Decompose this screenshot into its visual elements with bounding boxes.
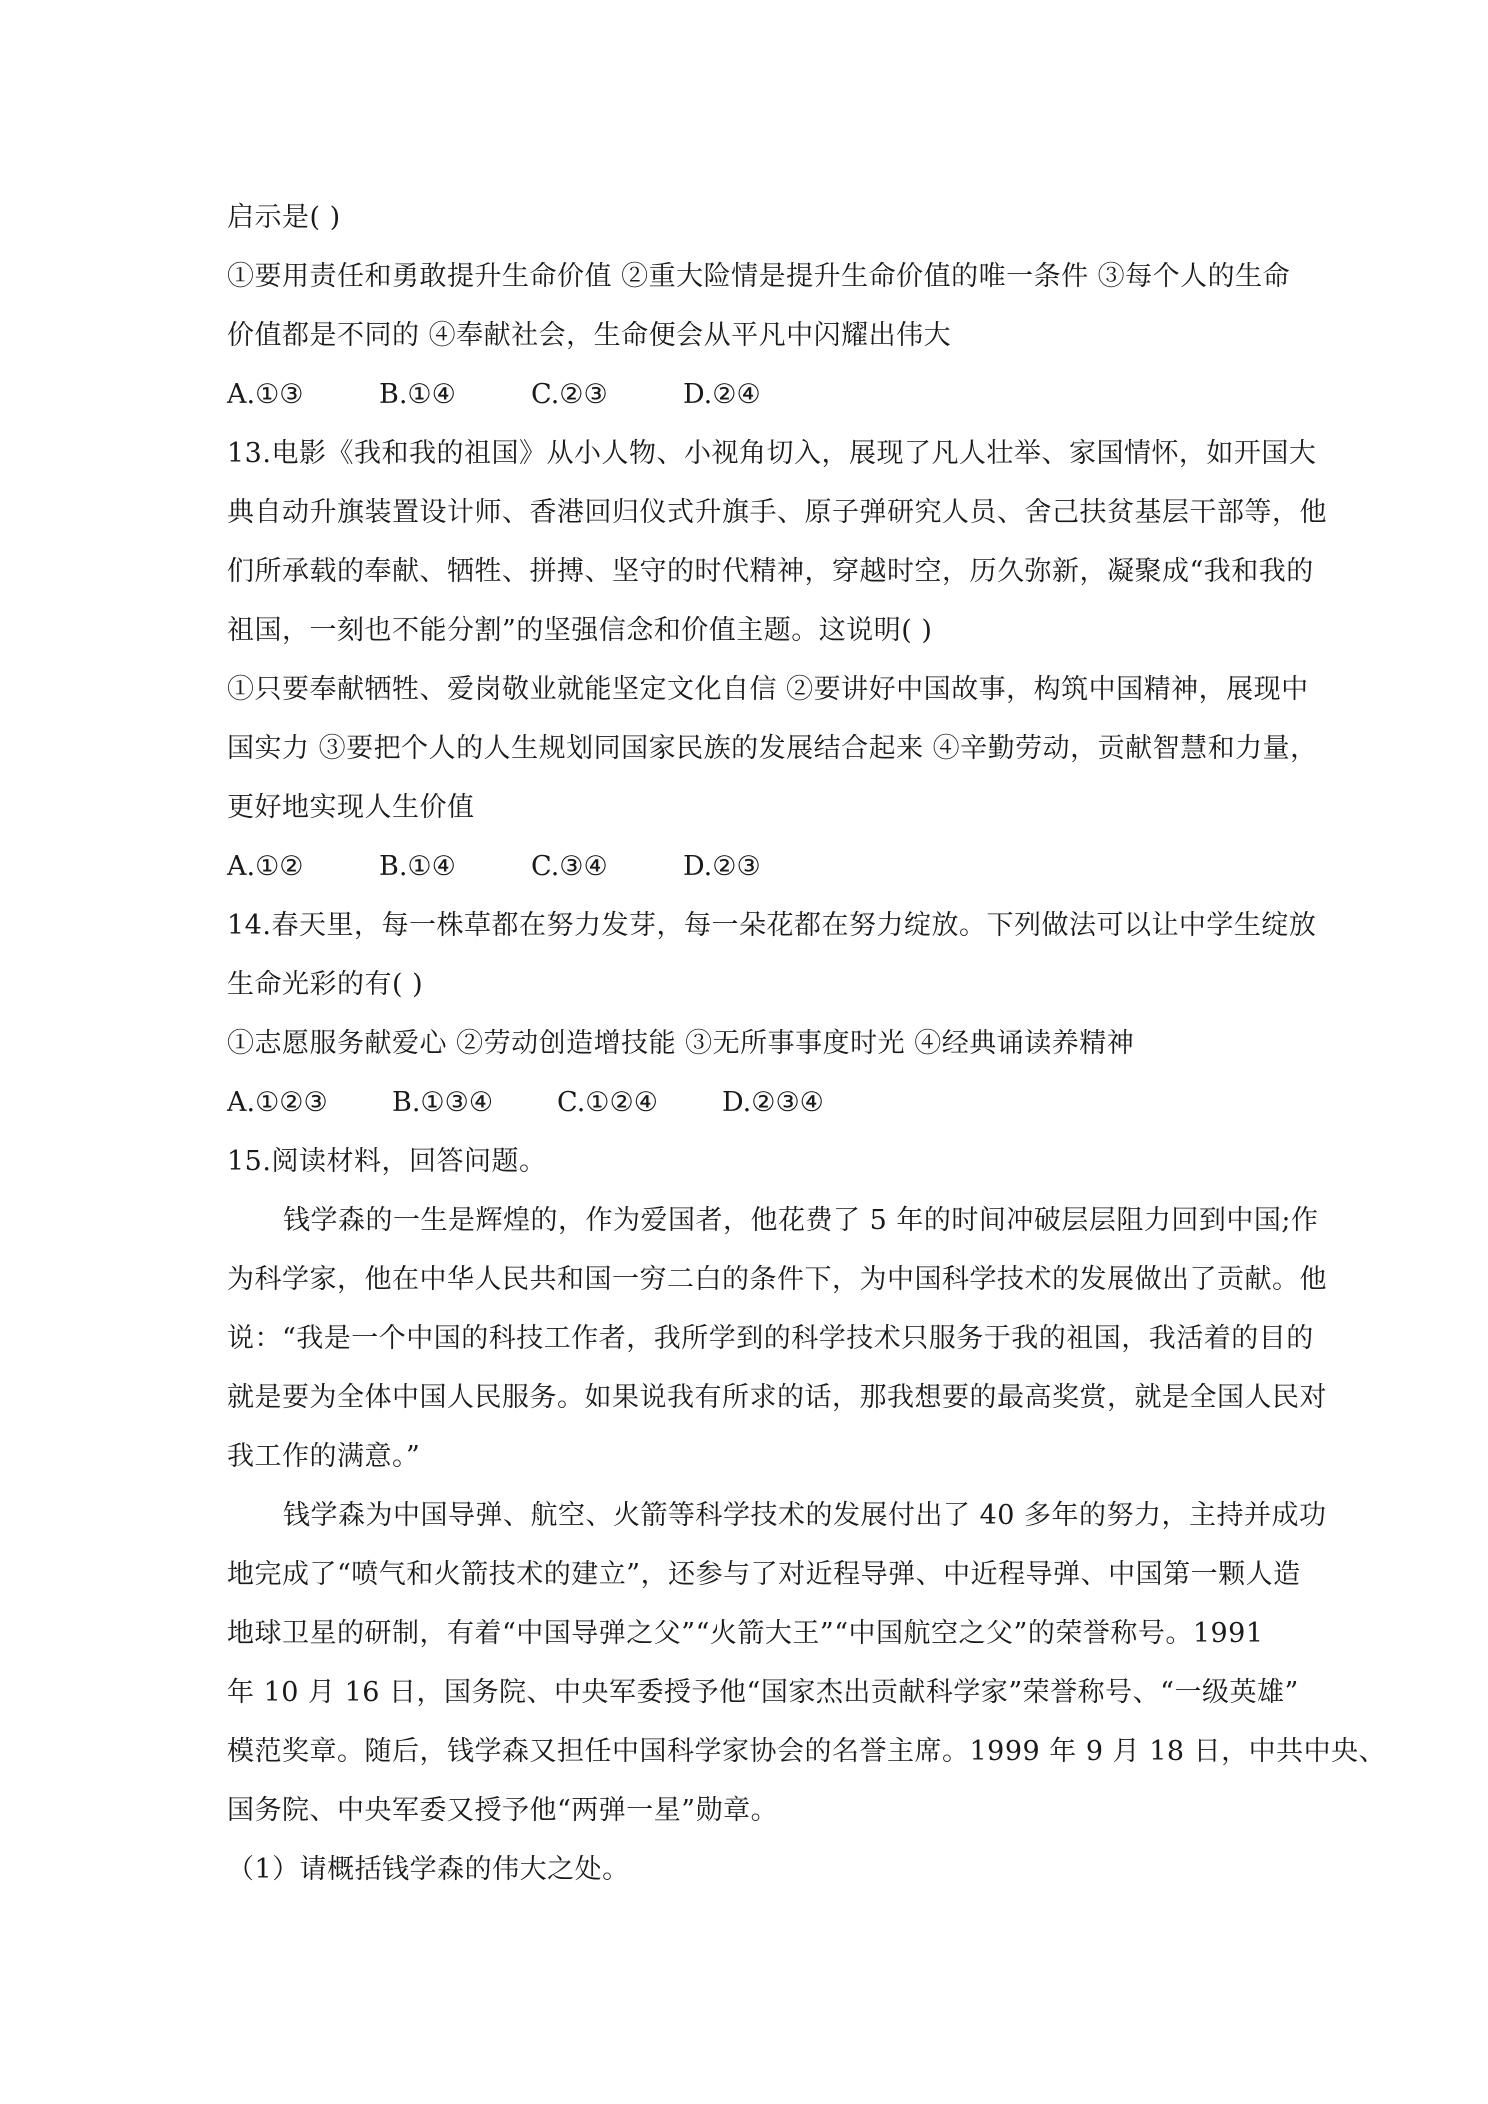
q13-stem-line: 13.电影《我和我的祖国》从小人物、小视角切入，展现了凡人壮举、家国情怀，如开国大: [227, 438, 1317, 469]
option-b: B.①④: [379, 851, 456, 882]
q12-stem-tail: 启示是( ): [227, 202, 341, 233]
q13-stem-line: 们所承载的奉献、牺牲、拼搏、坚守的时代精神，穿越时空，历久弥新，凝聚成“我和我的: [227, 556, 1314, 587]
q15-paragraph-line: 就是要为全体中国人民服务。如果说我有所求的话，那我想要的最高奖赏，就是全国人民对: [227, 1382, 1327, 1413]
option-b: B.①④: [379, 379, 456, 410]
q13-options: [227, 837, 1277, 896]
q13-choices-line: 更好地实现人生价值: [227, 792, 475, 823]
option-d: D.②③: [683, 851, 761, 882]
option-d: D.②③④: [722, 1087, 824, 1118]
exam-page: [227, 188, 1387, 1899]
q14-choices-line: ①志愿服务献爱心 ②劳动创造增技能 ③无所事事度时光 ④经典诵读养精神: [227, 1028, 1135, 1059]
option-b: B.①③④: [392, 1087, 494, 1118]
option-d: D.②④: [683, 379, 761, 410]
q15-paragraph-line: 我工作的满意。”: [227, 1441, 421, 1472]
option-a: A.①③: [227, 379, 304, 410]
q15-paragraph-line: 模范奖章。随后，钱学森又担任中国科学家协会的名誉主席。1999 年 9 月 18 日，中共中央、: [227, 1736, 1387, 1767]
q13-choices-line: ①只要奉献牺牲、爱岗敬业就能坚定文化自信 ②要讲好中国故事，构筑中国精神，展现中: [227, 674, 1309, 705]
q15-paragraph-line: 说：“我是一个中国的科技工作者，我所学到的科学技术只服务于我的祖国，我活着的目的: [227, 1323, 1314, 1354]
q12-choices-line: ①要用责任和勇敢提升生命价值 ②重大险情是提升生命价值的唯一条件 ③每个人的生命: [227, 261, 1291, 292]
option-c: C.③④: [531, 851, 608, 882]
option-a: A.①②: [227, 851, 304, 882]
q15-paragraph-line: 年 10 月 16 日，国务院、中央军委授予他“国家杰出贡献科学家”荣誉称号、“一级英雄”: [227, 1677, 1299, 1708]
q14-stem-line: 14.春天里，每一株草都在努力发芽，每一朵花都在努力绽放。下列做法可以让中学生绽放: [227, 910, 1317, 941]
q15-paragraph-line: 地完成了“喷气和火箭技术的建立”，还参与了对近程导弹、中近程导弹、中国第一颗人造: [227, 1559, 1301, 1590]
q15-title: 15.阅读材料，回答问题。: [227, 1146, 547, 1177]
q15-paragraph-line: 钱学森的一生是辉煌的，作为爱国者，他花费了 5 年的时间冲破层层阻力回到中国;作: [283, 1205, 1319, 1236]
q15-paragraph-line: 钱学森为中国导弹、航空、火箭等科学技术的发展付出了 40 多年的努力，主持并成功: [283, 1500, 1327, 1531]
q14-stem-line: 生命光彩的有( ): [227, 969, 424, 1000]
q15-subquestion-1: （1）请概括钱学森的伟大之处。: [227, 1854, 630, 1885]
q15-paragraph-line: 国务院、中央军委又授予他“两弹一星”勋章。: [227, 1795, 779, 1826]
q15-paragraph-line: 地球卫星的研制，有着“中国导弹之父”“火箭大王”“中国航空之父”的荣誉称号。1991: [227, 1618, 1264, 1649]
q13-stem-line: 祖国，一刻也不能分割”的坚强信念和价值主题。这说明( ): [227, 615, 933, 646]
q13-choices-line: 国实力 ③要把个人的人生规划同国家民族的发展结合起来 ④辛勤劳动，贡献智慧和力量，: [227, 733, 1318, 764]
q13-stem-line: 典自动升旗装置设计师、香港回归仪式升旗手、原子弹研究人员、舍己扶贫基层干部等，他: [227, 497, 1327, 528]
option-a: A.①②③: [227, 1087, 328, 1118]
option-c: C.①②④: [557, 1087, 658, 1118]
option-c: C.②③: [531, 379, 608, 410]
q15-paragraph-line: 为科学家，他在中华人民共和国一穷二白的条件下，为中国科学技术的发展做出了贡献。他: [227, 1264, 1327, 1295]
q12-options: [227, 365, 1277, 424]
q12-choices-line: 价值都是不同的 ④奉献社会，生命便会从平凡中闪耀出伟大: [227, 320, 952, 351]
q14-options: [227, 1073, 1277, 1132]
